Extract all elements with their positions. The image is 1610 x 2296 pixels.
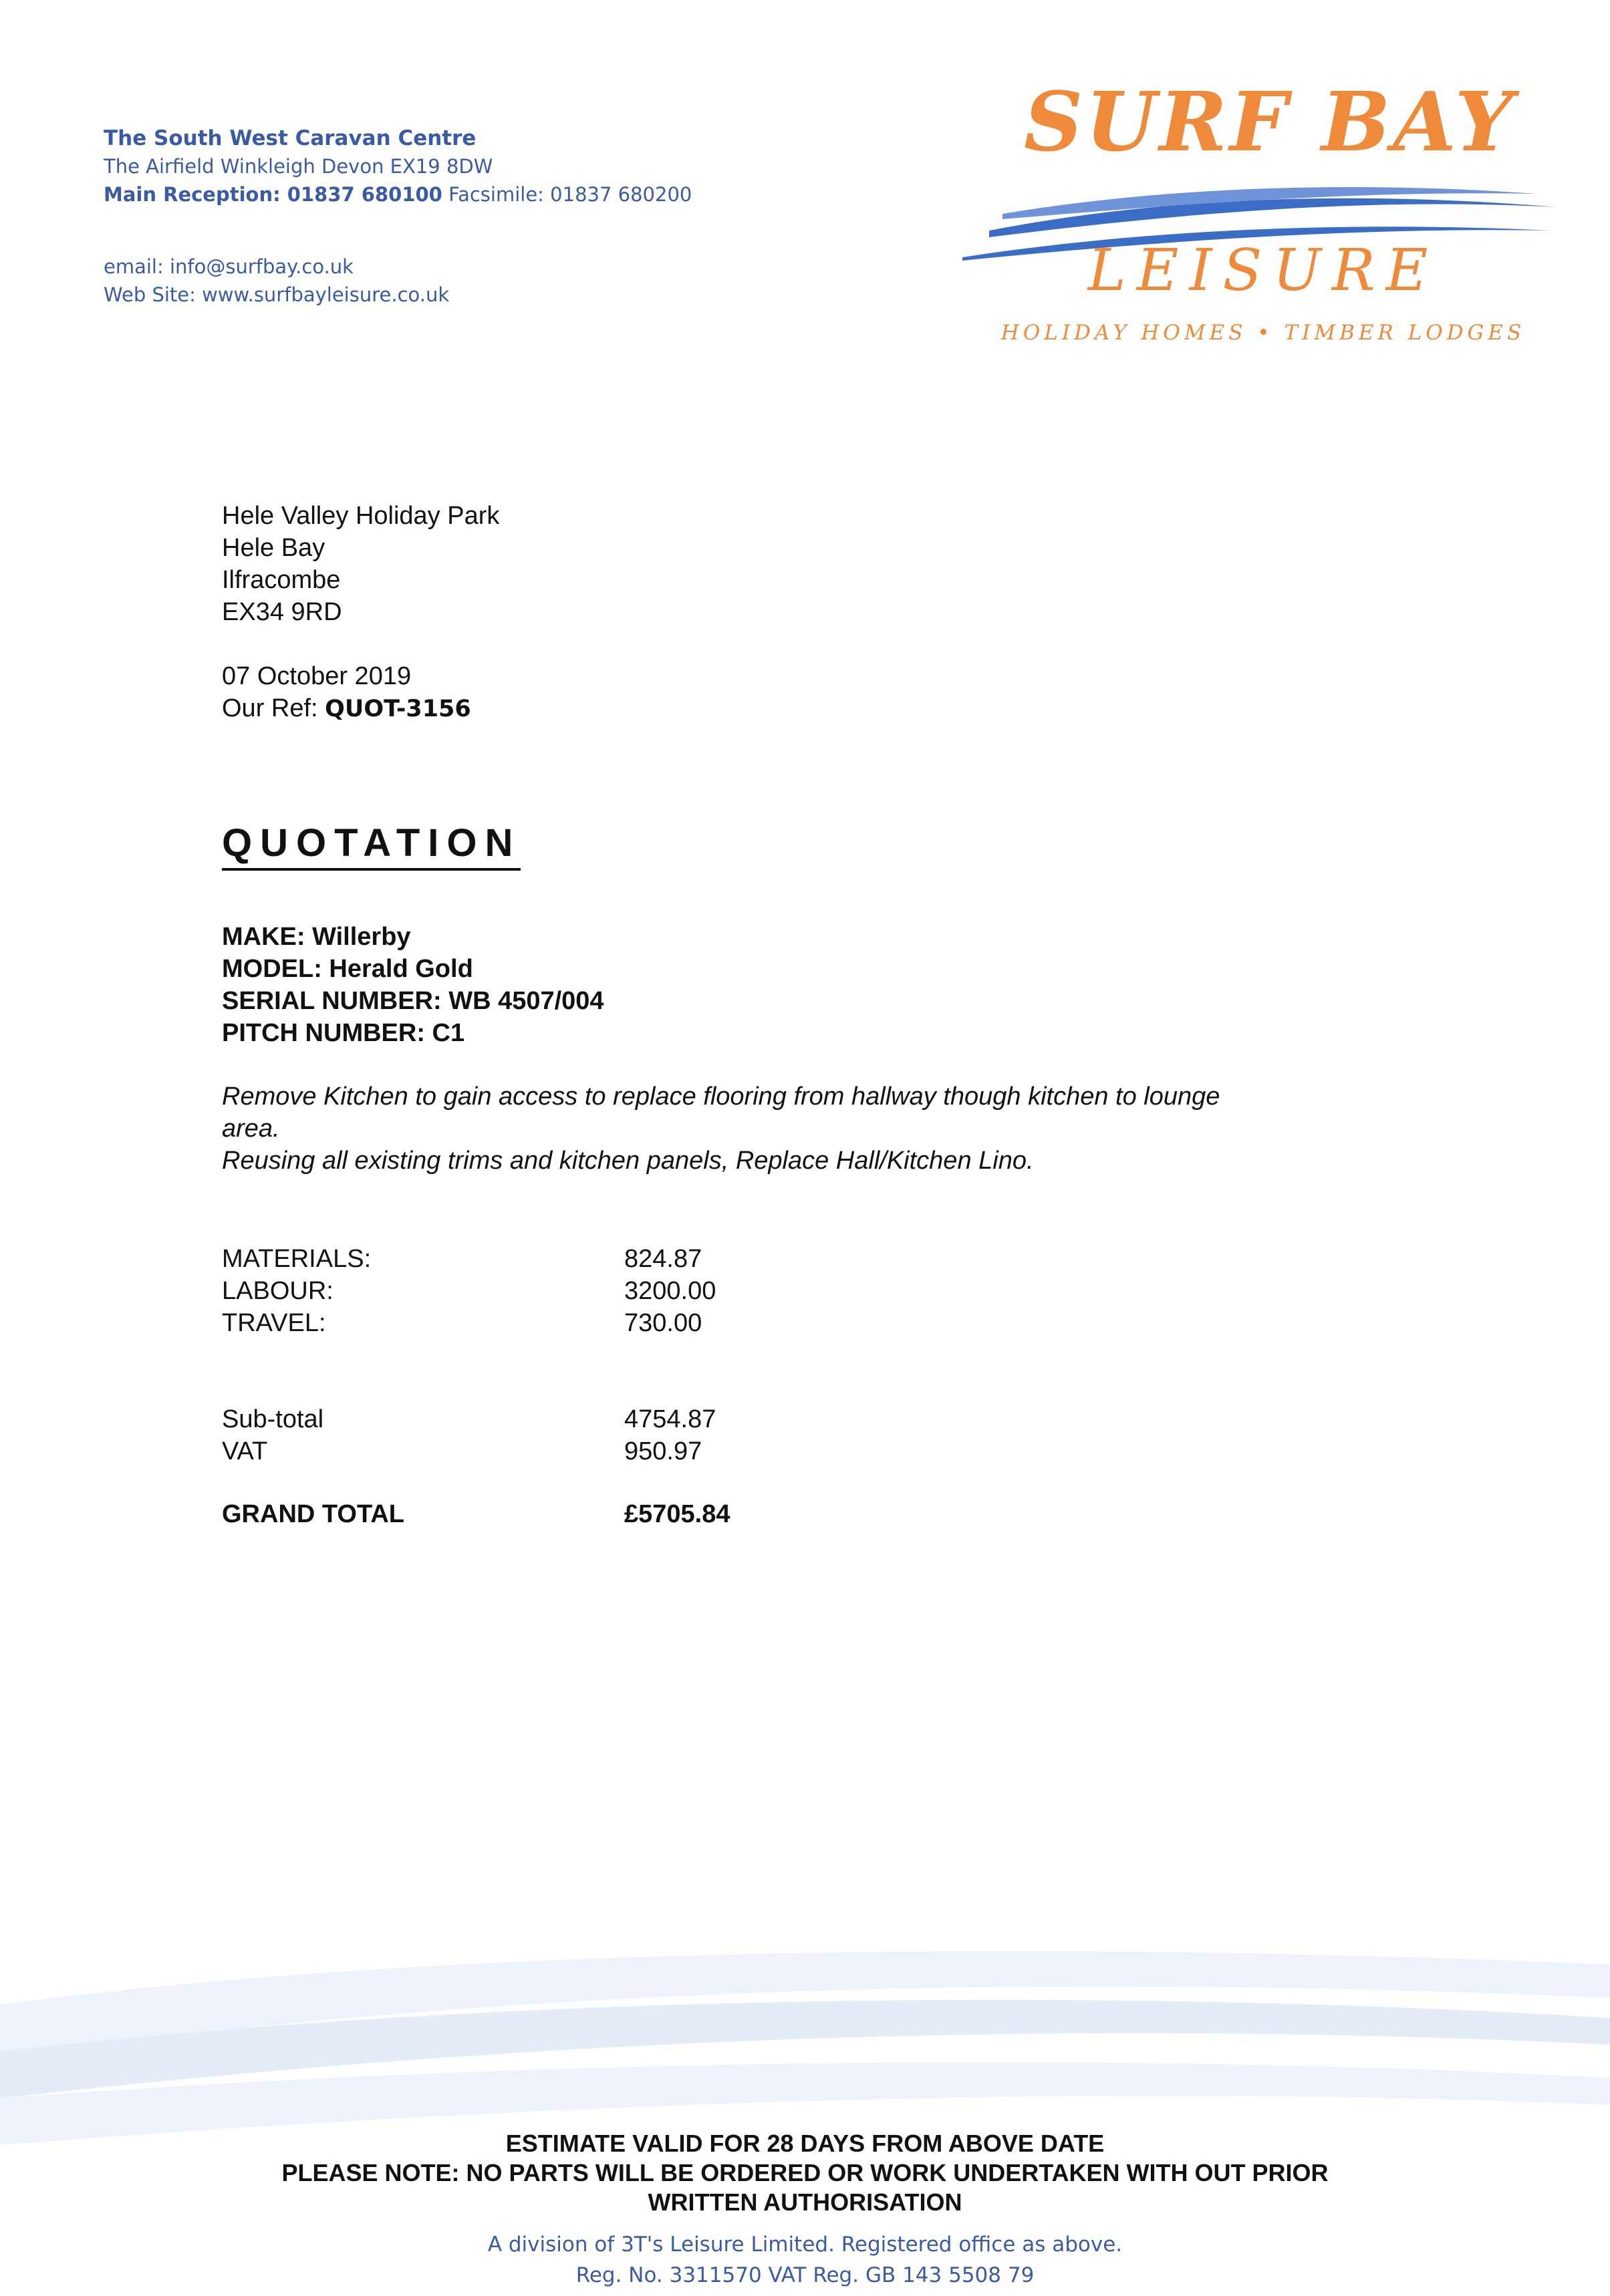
caravan-specs xyxy=(222,921,604,1049)
reception-number: Main Reception: 01837 680100 xyxy=(104,183,442,206)
quote-meta xyxy=(222,660,471,725)
surf-bay-logo xyxy=(962,74,1564,368)
ref-label: Our Ref: xyxy=(222,694,318,722)
description-line: Reusing all existing trims and kitchen panels, Replace Hall/Kitchen Lino. xyxy=(222,1147,1034,1175)
company-footer xyxy=(0,2229,1610,2291)
letterhead-online xyxy=(104,253,449,309)
total-label: VAT xyxy=(222,1437,268,1465)
company-name: The South West Caravan Centre xyxy=(104,126,477,150)
cost-value: 824.87 xyxy=(624,1245,702,1273)
total-value: 4754.87 xyxy=(624,1405,716,1433)
notice-line: PLEASE NOTE: NO PARTS WILL BE ORDERED OR WORK UNDERTAKEN WITH OUT PRIOR xyxy=(281,2159,1329,2186)
spec-make: MAKE: Willerby xyxy=(222,923,411,951)
company-address: The Airfield Winkleigh Devon EX19 8DW xyxy=(104,155,493,178)
total-label: Sub-total xyxy=(222,1405,324,1433)
cost-value: 730.00 xyxy=(624,1309,702,1337)
footer-line: A division of 3T's Leisure Limited. Registered office as above. xyxy=(487,2233,1123,2257)
logo-brand-text: SURF BAY xyxy=(1024,74,1516,170)
logo-tagline: HOLIDAY HOMES • TIMBER LODGES xyxy=(1000,321,1526,345)
quote-reference xyxy=(222,692,471,725)
description-line: area. xyxy=(222,1115,280,1143)
notice-line: ESTIMATE VALID FOR 28 DAYS FROM ABOVE DATE xyxy=(505,2130,1105,2157)
cost-label: TRAVEL: xyxy=(222,1309,326,1337)
contact-numbers xyxy=(104,180,692,208)
validity-notice xyxy=(0,2129,1610,2217)
cost-label: LABOUR: xyxy=(222,1277,333,1305)
notice-line: WRITTEN AUTHORISATION xyxy=(648,2188,962,2216)
company-website: Web Site: www.surfbayleisure.co.uk xyxy=(104,283,450,306)
work-description xyxy=(222,1081,1220,1177)
company-email: email: info@surfbay.co.uk xyxy=(104,255,354,278)
document-title: QUOTATION xyxy=(222,821,521,871)
total-value: 950.97 xyxy=(624,1437,702,1465)
description-line: Remove Kitchen to gain access to replace flooring from hallway though kitchen to lounge xyxy=(222,1083,1220,1111)
spec-pitch: PITCH NUMBER: C1 xyxy=(222,1019,465,1047)
footer-line: Reg. No. 3311570 VAT Reg. GB 143 5508 79 xyxy=(575,2263,1035,2287)
fax-number: Facsimile: 01837 680200 xyxy=(448,183,692,206)
recipient-line: EX34 9RD xyxy=(222,598,342,626)
cost-value: 3200.00 xyxy=(624,1277,716,1305)
recipient-line: Ilfracombe xyxy=(222,566,341,594)
grand-total-label: GRAND TOTAL xyxy=(222,1500,405,1528)
recipient-line: Hele Valley Holiday Park xyxy=(222,502,500,530)
recipient-address xyxy=(222,500,499,628)
quote-date: 07 October 2019 xyxy=(222,662,412,690)
logo-sub-text: LEISURE xyxy=(1087,237,1439,304)
spec-model: MODEL: Herald Gold xyxy=(222,955,473,983)
grand-total-value: £5705.84 xyxy=(624,1500,730,1528)
ref-value: QUOT-3156 xyxy=(325,696,471,722)
letterhead xyxy=(104,124,692,208)
recipient-line: Hele Bay xyxy=(222,534,325,562)
spec-serial: SERIAL NUMBER: WB 4507/004 xyxy=(222,987,604,1015)
cost-label: MATERIALS: xyxy=(222,1245,372,1273)
